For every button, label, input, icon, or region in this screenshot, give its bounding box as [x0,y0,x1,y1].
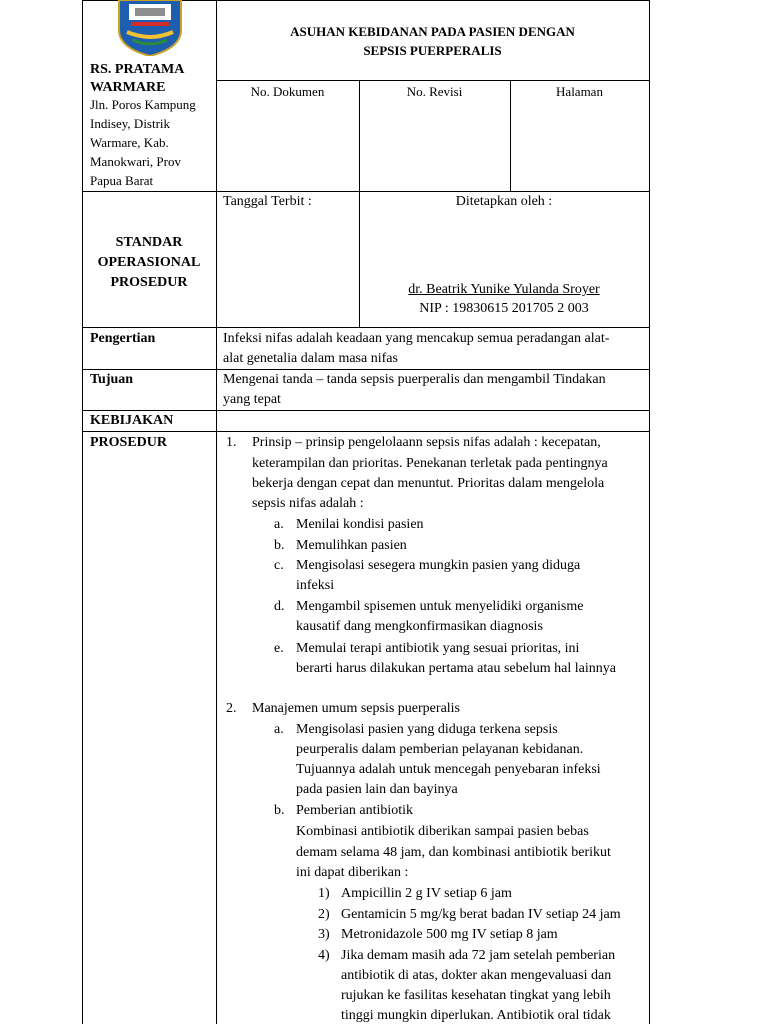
drug-text: Metronidazole 500 mg IV setiap 8 jam [341,927,558,942]
drug-marker: 3) [318,927,330,942]
sub-item-text: pada pasien lain dan bayinya [296,782,458,797]
sub-item-text: demam selama 48 jam, dan kombinasi antibiotik berikut [296,845,611,860]
approver-nip: NIP : 19830615 201705 2 003 [419,301,589,316]
list-item-text: Manajemen umum sepsis puerperalis [252,701,461,716]
kebijakan-label: KEBIJAKAN [90,413,174,428]
approver-name: dr. Beatrik Yunike Yulanda Sroyer [408,282,600,297]
sub-item-text: Mengisolasi pasien yang diduga terkena sepsis [296,722,558,737]
drug-text: Gentamicin 5 mg/kg berat badan IV setiap 24 jam [341,907,621,922]
sub-marker: e. [274,641,284,656]
sub-item-text: Mengisolasi sesegera mungkin pasien yang diduga [296,558,581,573]
approved-by-label: Ditetapkan oleh : [455,194,553,209]
drug-text: tinggi mungkin diperlukan. Antibiotik oral tidak [341,1008,611,1023]
issue-date-label: Tanggal Terbit : [223,194,312,209]
sub-item-text: Menilai kondisi pasien [296,517,424,532]
sub-marker: b. [274,538,285,553]
list-item-text: sepsis nifas adalah : [252,496,364,511]
hospital-name-line1: RS. PRATAMA [90,62,185,77]
pengertian-label: Pengertian [90,331,156,346]
list-item-text: keterampilan dan prioritas. Penekanan terletak pada pentingnya [252,456,608,471]
sub-marker: a. [274,517,284,532]
list-item-text: Prinsip – prinsip pengelolaann sepsis nifas adalah : kecepatan, [252,435,601,450]
doc-number-label: No. Dokumen [250,84,325,99]
sub-marker: a. [274,722,284,737]
drug-text: antibiotik di atas, dokter akan mengevaluasi dan [341,968,612,983]
sub-item-text: kausatif dang mengkonfirmasikan diagnosis [296,619,543,634]
tujuan-text: Mengenai tanda – tanda sepsis puerperalis dan mengambil Tindakan yang tepat [223,372,606,407]
drug-marker: 1) [318,886,330,901]
page-label: Halaman [556,84,603,99]
hospital-name-line2: WARMARE [90,80,166,95]
sub-item-text: berarti harus dilakukan pertama atau sebelum hal lainnya [296,661,616,676]
sub-item-text: infeksi [296,578,335,593]
drug-text: rujukan ke fasilitas kesehatan tingkat yang lebih [341,988,611,1003]
drug-marker: 2) [318,907,330,922]
prosedur-label: PROSEDUR [90,435,168,450]
sub-marker: d. [274,599,285,614]
sub-marker: c. [274,558,284,573]
sub-item-text: Memulai terapi antibiotik yang sesuai prioritas, ini [296,641,580,656]
revision-label: No. Revisi [406,84,463,99]
list-number: 2. [226,701,237,716]
document-title: ASUHAN KEBIDANAN PADA PASIEN DENGAN SEPSIS PUERPERALIS [290,24,575,58]
sub-item-text: Memulihkan pasien [296,538,407,553]
list-item-text: bekerja dengan cepat dan menuntut. Prioritas dalam mengelola [252,476,605,491]
sub-item-text: Mengambil spisemen untuk menyelidiki organisme [296,599,584,614]
sop-title: STANDAR OPERASIONAL PROSEDUR [97,235,201,290]
pengertian-text: Infeksi nifas adalah keadaan yang mencakup semua peradangan alat- alat genetalia dalam masa nifas [223,331,610,366]
drug-marker: 4) [318,948,330,963]
drug-text: Jika demam masih ada 72 jam setelah pemberian [341,948,616,963]
hospital-address: Jln. Poros Kampung Indisey, Distrik Warmare, Kab. Manokwari, Prov Papua Barat [90,97,196,188]
sub-item-text: ini dapat diberikan : [296,865,409,880]
sub-item-text: Kombinasi antibiotik diberikan sampai pasien bebas [296,824,589,839]
tujuan-label: Tujuan [90,372,134,387]
sub-item-text: Pemberian antibiotik [296,803,414,818]
sub-item-text: peurperalis dalam pemberian pelayanan kebidanan. [296,742,584,757]
sub-marker: b. [274,803,285,818]
list-number: 1. [226,435,237,450]
hospital-logo [117,0,183,56]
sub-item-text: Tujuannya adalah untuk mencegah penyebaran infeksi [296,762,601,777]
drug-text: Ampicillin 2 g IV setiap 6 jam [341,886,512,901]
